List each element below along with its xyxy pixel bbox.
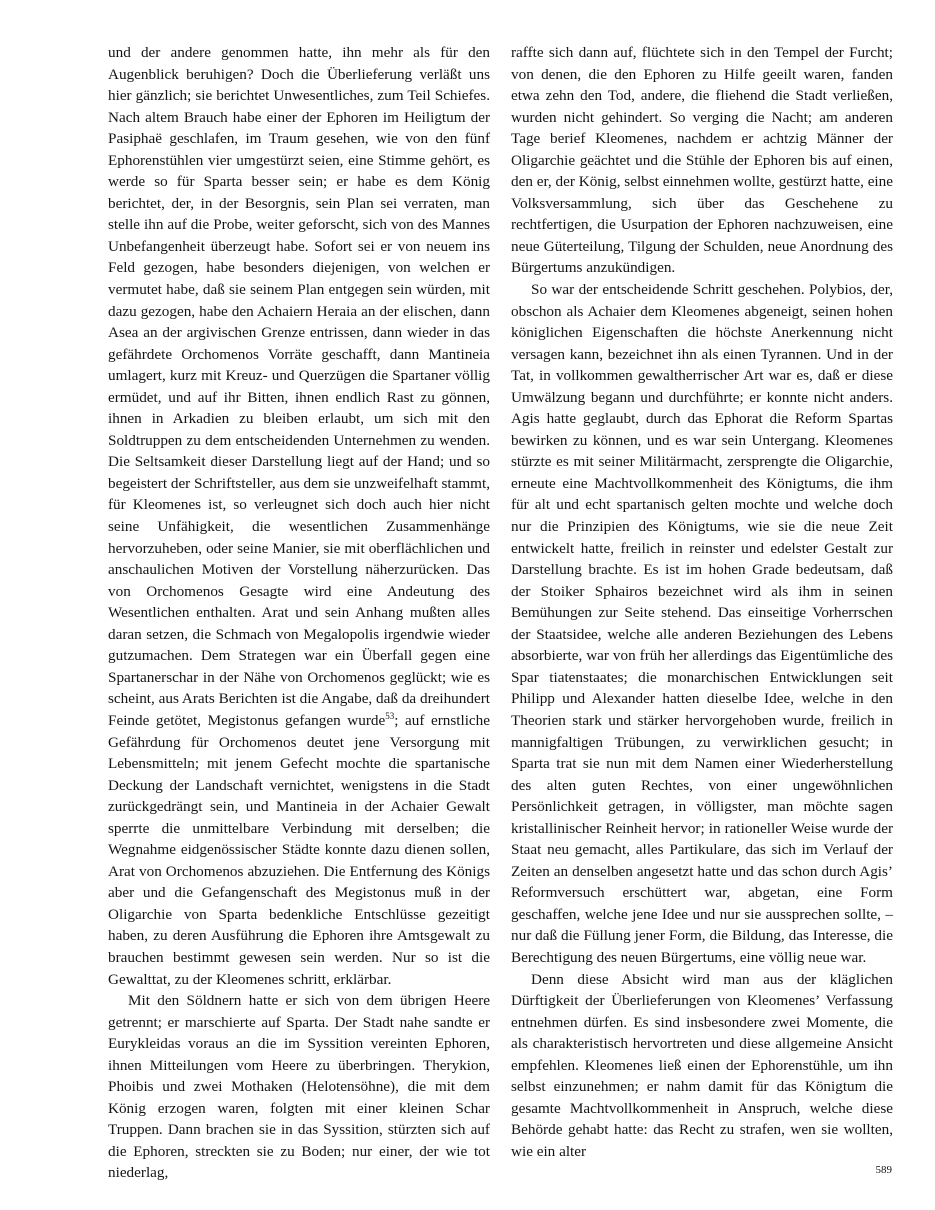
right-paragraph-2: So war der entscheidende Schritt geschehen. Polybios, der, obschon als Achaier dem Kleomenes abgeneigt, seinen hohen königlichen Eigenschaften die höchste Anerkennung nicht versagen kann, bezeichnet ihn als einen Tyrannen. Und in der Tat, in vollkommen gewaltherrischer Art war es, daß er diese Umwälzung begann und durchführte; er konnte nicht anders. Agis hatte geglaubt, durch das Ephorat die Reform Spartas bewirken zu können, und es war sein Untergang. Kleomenes stürzte es mit seiner Militärmacht, zersprengte die Oligarchie, erneute eine Machtvollkommenheit des Königtums, die ihm für alt und echt spartanisch gelten mochte und welche doch nur die Prinzipien des Königtums, wie sie die neue Zeit entwickelt hatte, freilich in reinster und edelster Gestalt zur Darstellung brachte. Es ist im hohen Grade bedeutsam, daß der Stoiker Sphairos bezeichnet wird als ihm in seinen Bemühungen zur Seite stehend. Das einseitige Vorherrschen der Staatsidee, welche alle anderen Beziehungen des Lebens absorbierte, war von früh her allerdings das Eigentümliche des Spar tiatenstaates; die monarchischen Entwicklungen seit Philipp und Alexander hatten dieselbe Idee, welche in den Theorien stark und stärker hervorgehoben wurde, freilich in mannigfaltigen Trübungen, zu verwirklichen gesucht; in Sparta trat sie nun mit dem Namen einer Wiederherstellung des alten guten Rechtes, von einer ungewöhnlichen Persönlichkeit getragen, in völligster, man möchte sagen kristallinischer Reinheit hervor; in rationeller Weise wurde der Staat neu gemacht, alles Partikulare, das sich im Verlauf der Zeiten an denselben angesetzt hatte und das schon durch Agis’ Reformversuch erschüttert war, abgetan, eine Form geschaffen, welche jene Idee und nur sie aussprechen sollte, – nur daß die Füllung jener Form, die Bildung, das Interesse, die Berechtigung des neuen Bürgertums, eine völlig neue war. bbox=[511, 281, 893, 966]
left-paragraph-1 bbox=[108, 42, 490, 990]
left-paragraph-2: Mit den Söldnern hatte er sich von dem übrigen Heere getrennt; er marschierte auf Sparta. Der Stadt nahe sandte er Eurykleidas voraus an die im Syssition vereinten Ephoren, ihnen Mitteilungen vom Heere zu überbringen. Therykion, Phoibis und zwei Mothaken (Helotensöhne), die mit dem König erzogen waren, folgten mit einer kleinen Schar Truppen. Dann brachen sie in das Syssition, stürzten sich auf die Ephoren, streckten sie zu Boden; nur einer, der wie tot niederlag, bbox=[108, 992, 490, 1182]
left-column bbox=[108, 42, 490, 1184]
left-paragraph-1-text: und der andere genommen hatte, ihn mehr als für den Augenblick beruhigen? Doch die Überlieferung verläßt uns hier gänzlich; sie berichtet Unwesentliches, zum Teil Schiefes. Nach altem Brauch habe einer der Ephoren im Heiligtum der Pasiphaë geschlafen, im Traum gesehen, wie von den fünf Ephorenstühlen vier umgestürzt seien, eine Stimme gehört, es werde so für Sparta besser sein; er habe es dem König berichtet, der, in der Besorgnis, sein Plan sei verraten, man stelle ihn auf die Probe, weiter geforscht, sich von des Mannes Unbefangenheit überzeugt habe. Sofort sei er von neuem ins Feld gezogen, habe besonders diejenigen, von welchen er vermutet habe, daß sie seinem Plan entgegen sein würden, mit dazu gezogen, habe den Achaiern Heraia an der elischen, dann Asea an der argivischen Grenze entrissen, dann wieder in das gefährdete Orchomenos Vorräte geschafft, dann Mantineia umlagert, kurz mit Kreuz- und Querzügen die Spartaner völlig ermüdet, und auf ihr Bitten, ihnen endlich Rast zu gönnen, ihnen in Arkadien zu bleiben erlaubt, um sich mit den Soldtruppen zu dem entscheidenden Unternehmen zu wenden. Die Seltsamkeit dieser Darstellung liegt auf der Hand; und so begeistert der Schriftsteller, aus dem sie unzweifelhaft stammt, für Kleomenes ist, so verleugnet sich doch auch hier nicht seine Unfähigkeit, die wesentlichen Zusammenhänge hervorzuheben, oder seine Manier, sie mit oberflächlichen und anschaulichen Motiven der Vorstellung näherzurücken. Das von Orchomenos Gesagte wird eine Andeutung des Wesentlichen enthalten. Arat und sein Anhang mußten alles daran setzen, die Schmach von Megalopolis irgendwie wieder gutzumachen. Dem Strategen war ein Überfall gegen eine Spartanerschar in der Nähe von Orchomenos geglückt; wie es scheint, aus Arats Berichten ist die Angabe, daß da dreihundert Feinde getötet, Megistonus gefangen wurde bbox=[108, 44, 490, 729]
page-number: 589 bbox=[875, 1164, 892, 1176]
left-paragraph-1-continuation: ; auf ernstliche Gefährdung für Orchomenos deutet jene Versorgung mit Lebensmitteln; mit jenem Gefecht mochte die spartanische Deckung der Landschaft vernichtet, wenigstens in die Stadt zurückgedrängt sein, und Mantineia in der Achaier Gewalt sperrte die unmittelbare Verbindung mit derselben; die Wegnahme eidgenössischer Städte konnte dazu dienen sollen, Arat von Orchomenos abzuziehen. Die Entfernung des Königs aber und die Gefangenschaft des Megistonus muß in der Oligarchie von Sparta bedenkliche Entschlüsse gezeitigt haben, zu deren Ausführung die Ephoren ihre Amtsgewalt zu brauchen bestimmt gewesen sein werden. Nur so ist die Gewalttat, zu der Kleomenes schritt, erklärbar. bbox=[108, 711, 490, 988]
right-column bbox=[511, 42, 893, 1162]
right-paragraph-1: raffte sich dann auf, flüchtete sich in den Tempel der Furcht; von denen, die den Ephoren zu Hilfe geeilt waren, fanden etwa zehn den Tod, andere, die fliehend die Stadt verließen, wurden nicht gehindert. So verging die Nacht; am anderen Tage berief Kleomenes, nachdem er achtzig Männer der Oligarchie geächtet und die Stühle der Ephoren bis auf einen, den er, der König, selbst einnehmen wollte, gestürzt hatte, eine Volksversammlung, sich über das Geschehene zu rechtfertigen, die Usurpation der Ephoren nachzuweisen, eine neue Güterteilung, Tilgung der Schulden, neue Anordnung des Bürgertums anzukündigen. bbox=[511, 44, 893, 277]
right-paragraph-3: Denn diese Absicht wird man aus der kläglichen Dürftigkeit der Überlieferungen von Kleomenes’ Verfassung entnehmen dürfen. Es sind insbesondere zwei Momente, die als charakteristisch hervortreten und diese allgemeine Ansicht empfehlen. Kleomenes ließ einen der Ephorenstühle, um ihn selbst einzunehmen; er nahm damit für das Königtum die gesamte Machtvollkommenheit in Anspruch, welche diese Behörde gehabt hatte: das Recht zu strafen, wen sie wollten, wie ein alter bbox=[511, 970, 893, 1160]
footnote-reference[interactable]: 53 bbox=[385, 710, 395, 721]
